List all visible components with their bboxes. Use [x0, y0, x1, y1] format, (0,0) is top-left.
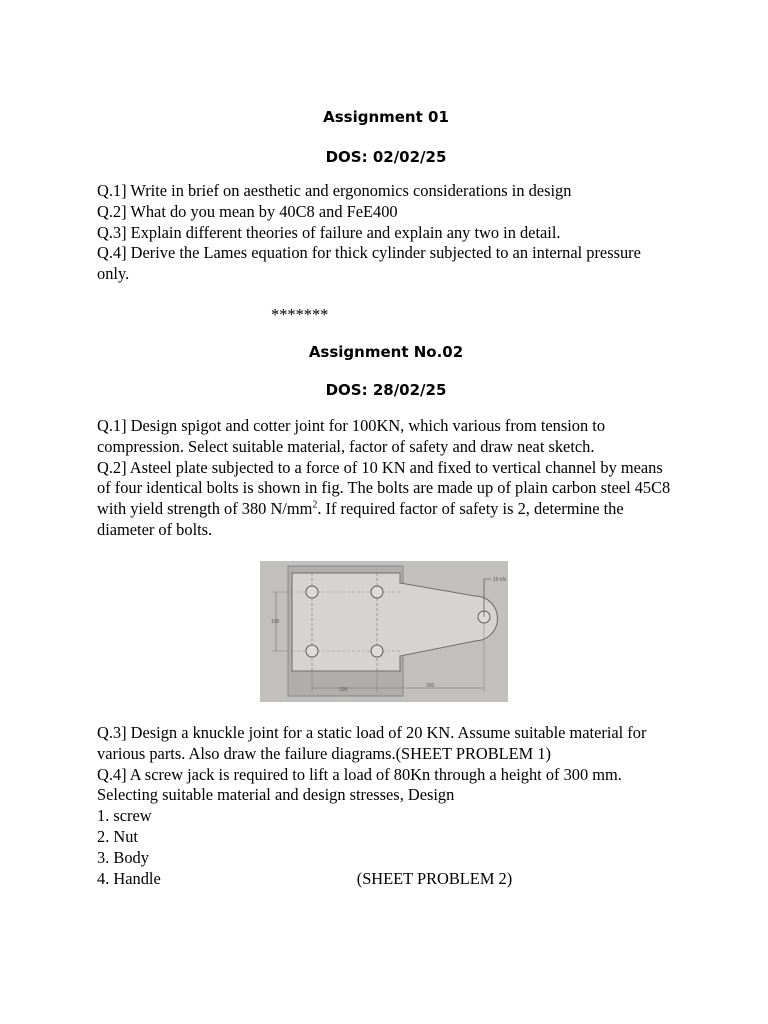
height-label: 100 [271, 619, 280, 625]
assignment-2-dos: DOS: 28/02/25 [325, 381, 447, 399]
list-item: 2. Nut [97, 826, 138, 846]
list-item: 3. Body [97, 847, 149, 867]
assignment-2-q1-q2 [97, 416, 677, 541]
dimension-label-2: 200 [426, 683, 435, 689]
sheet-problem-note: (SHEET PROBLEM 2) [356, 868, 513, 888]
dimension-label-1: 100 [339, 687, 348, 693]
question-3: Q.3] Design a knuckle joint for a static load of 20 KN. Assume suitable material for various parts. Also draw the failure diagrams.(SHEET PROBLEM 1) [97, 723, 647, 763]
question-2 [97, 458, 677, 541]
list-item: 4. Handle [97, 868, 161, 888]
force-label: 10 kN [493, 577, 507, 583]
superscript: 2 [312, 499, 318, 511]
list-item-with-note [97, 869, 677, 890]
assignment-2-q3-q4 [97, 723, 677, 889]
question-2-text-end: . If required factor of safety is 2, determine the diameter of bolts. [97, 499, 624, 539]
assignment-1-questions [97, 181, 677, 285]
question-3: Q.3] Explain different theories of failure and explain any two in detail. [97, 222, 561, 242]
question-1: Q.1] Write in brief on aesthetic and ergonomics considerations in design [97, 181, 572, 200]
assignment-2-title: Assignment No.02 [308, 343, 464, 361]
question-1: Q.1] Design spigot and cotter joint for 100KN, which various from tension to compression. Select suitable material, factor of safety and draw neat sketch. [97, 416, 606, 456]
assignment-1-dos: DOS: 02/02/25 [325, 148, 447, 166]
bolt-hole [371, 645, 383, 657]
question-4: Q.4] A screw jack is required to lift a load of 80Kn through a height of 300 mm. Selecting suitable material and design stresses, Design [97, 764, 622, 805]
bracket-figure [260, 561, 508, 702]
bolt-hole [306, 645, 318, 657]
assignment-1-title: Assignment 01 [323, 108, 449, 126]
bolt-hole [306, 586, 318, 598]
bolt-hole [371, 586, 383, 598]
separator: ******* [271, 305, 329, 324]
question-2-text: Q.2] Asteel plate subjected to a force of 10 KN and fixed to vertical channel by means of four identical bolts is shown in fig. The bolts are made up of plain carbon steel 45C8 with yield strength of 380 N/mm [97, 457, 671, 519]
question-4: Q.4] Derive the Lames equation for thick cylinder subjected to an internal pressure only. [97, 243, 641, 284]
list-item: 1. screw [97, 806, 152, 826]
question-2: Q.2] What do you mean by 40C8 and FeE400 [97, 201, 398, 221]
